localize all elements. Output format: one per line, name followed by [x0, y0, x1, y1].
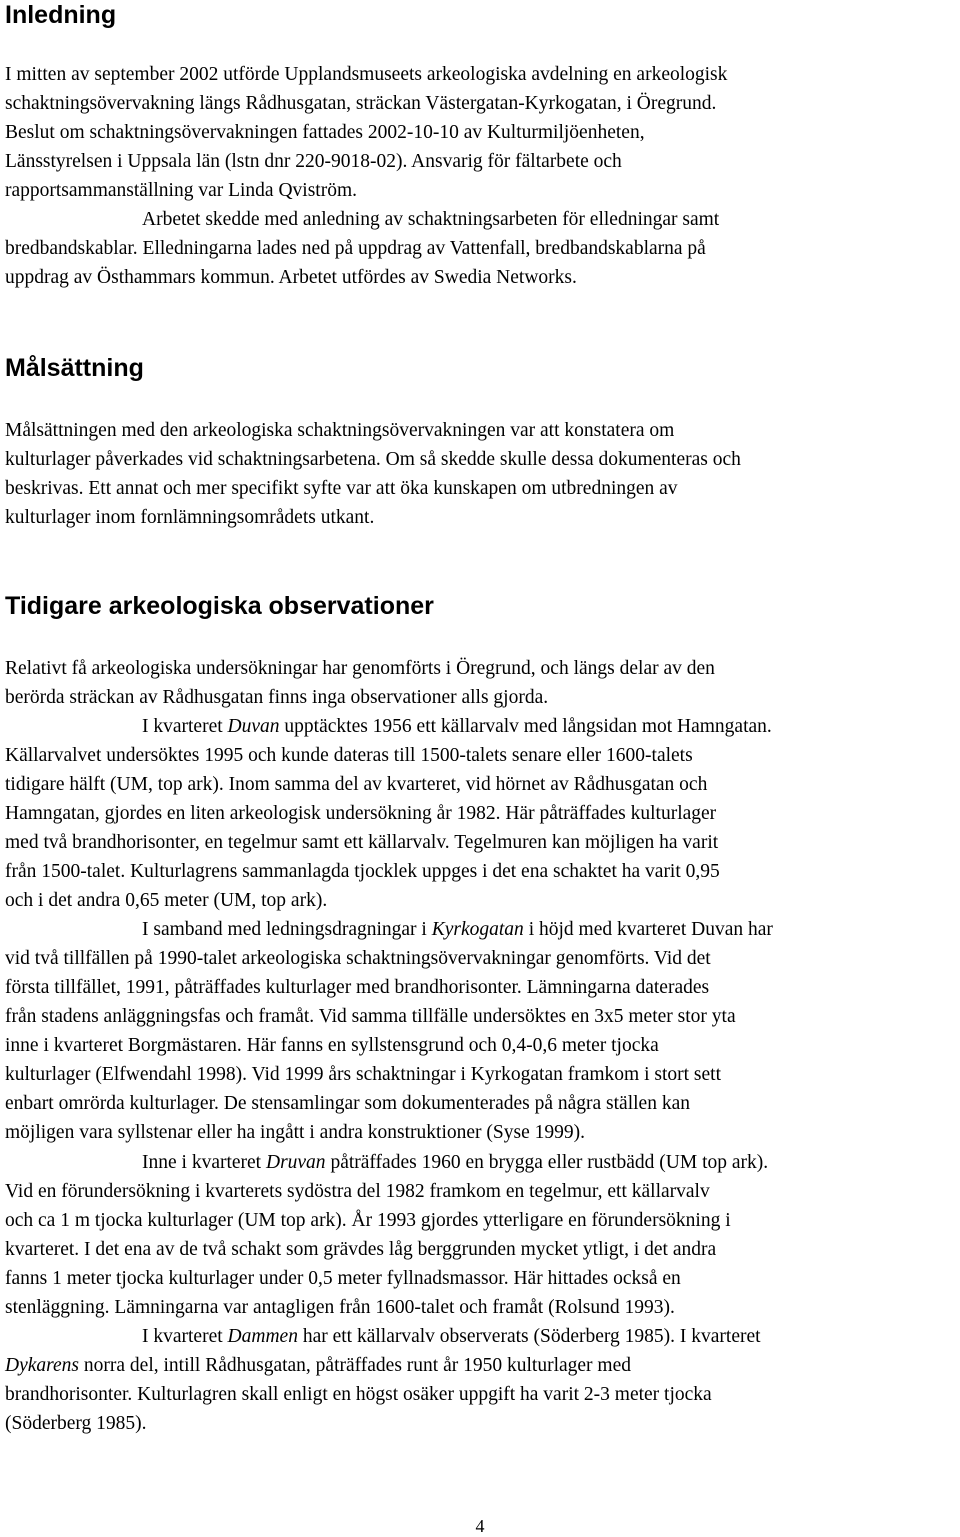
- text-line: I mitten av september 2002 utförde Upplandsmuseets arkeologiska avdelning en arkeologisk: [5, 64, 728, 85]
- text-run: upptäcktes 1956 ett källarvalv med långsidan mot Hamngatan.: [279, 716, 772, 737]
- place-name: Dammen: [227, 1326, 298, 1347]
- section-heading-malsattning: Målsättning: [5, 354, 144, 382]
- text-line: [5, 1148, 955, 1177]
- text-line: (Söderberg 1985).: [5, 1413, 147, 1434]
- text-line: schaktningsövervakning längs Rådhusgatan, sträckan Västergatan-Kyrkogatan, i Öregrund.: [5, 93, 717, 114]
- place-name: Dykarens: [5, 1355, 80, 1376]
- text-run: har ett källarvalv observerats (Söderberg 1985). I kvarteret: [297, 1326, 761, 1347]
- text-line: och i det andra 0,65 meter (UM, top ark).: [5, 890, 328, 911]
- text-line: Hamngatan, gjordes en liten arkeologisk undersökning år 1982. Här påträffades kulturlager: [5, 803, 717, 824]
- text-line: kulturlager (Elfwendahl 1998). Vid 1999 års schaktningar i Kyrkogatan framkom i stort sett: [5, 1064, 722, 1085]
- text-line: kvarteret. I det ena av de två schakt som grävdes låg berggrunden mycket ytligt, i det andra: [5, 1239, 717, 1260]
- text-run: I kvarteret: [142, 1326, 228, 1347]
- text-line: rapportsammanställning var Linda Qviström.: [5, 180, 358, 201]
- paragraph-tidigare-1: [5, 654, 955, 712]
- text-run: i höjd med kvarteret Duvan har: [523, 919, 773, 940]
- paragraph-inledning-1: [5, 60, 955, 205]
- paragraph-tidigare-4: [5, 1148, 955, 1322]
- text-run: påträffades 1960 en brygga eller rustbädd (UM top ark).: [325, 1152, 769, 1173]
- text-line: från stadens anläggningsfas och framåt. Vid samma tillfälle undersöktes en 3x5 meter stor yta: [5, 1006, 736, 1027]
- text-line: Källarvalvet undersöktes 1995 och kunde dateras till 1500-talets senare eller 1600-talets: [5, 745, 693, 766]
- paragraph-tidigare-5: [5, 1322, 955, 1438]
- text-line: stenläggning. Lämningarna var antagligen från 1600-talet och framåt (Rolsund 1993).: [5, 1297, 675, 1318]
- text-line: enbart omrörda kulturlager. De stensamlingar som dokumenterades på några ställen kan: [5, 1093, 690, 1114]
- section-heading-tidigare: Tidigare arkeologiska observationer: [5, 592, 434, 620]
- place-name: Duvan: [227, 716, 280, 737]
- text-run: I kvarteret: [142, 716, 228, 737]
- text-line: möjligen vara syllstenar eller ha ingått i andra konstruktioner (Syse 1999).: [5, 1122, 585, 1143]
- text-run: I samband med ledningsdragningar i: [142, 919, 432, 940]
- paragraph-tidigare-2: [5, 712, 955, 915]
- text-line: [5, 915, 955, 944]
- section-heading-inledning: Inledning: [5, 1, 117, 29]
- text-line: första tillfället, 1991, påträffades kulturlager med brandhorisonter. Lämningarna daterades: [5, 977, 710, 998]
- text-line: brandhorisonter. Kulturlagren skall enligt en högst osäker uppgift ha varit 2-3 meter tjocka: [5, 1384, 712, 1405]
- text-line: från 1500-talet. Kulturlagrens sammanlagda tjocklek uppges i det ena schaktet ha varit 0,95: [5, 861, 720, 882]
- text-line: Vid en förundersökning i kvarterets sydöstra del 1982 framkom en tegelmur, ett källarvalv: [5, 1181, 710, 1202]
- text-line: berörda sträckan av Rådhusgatan finns inga observationer alls gjorda.: [5, 687, 549, 708]
- text-run: norra del, intill Rådhusgatan, påträffades runt år 1950 kulturlager med: [79, 1355, 631, 1376]
- text-line: Arbetet skedde med anledning av schaktningsarbeten för elledningar samt: [142, 209, 720, 230]
- text-line: [5, 1322, 955, 1351]
- paragraph-inledning-2: [5, 205, 955, 292]
- text-line: kulturlager påverkades vid schaktningsarbetena. Om så skedde skulle dessa dokumenteras och: [5, 449, 741, 470]
- text-line: tidigare hälft (UM, top ark). Inom samma del av kvarteret, vid hörnet av Rådhusgatan och: [5, 774, 708, 795]
- text-line: [5, 712, 955, 741]
- paragraph-tidigare-3: [5, 915, 955, 1147]
- text-line: och ca 1 m tjocka kulturlager (UM top ark). År 1993 gjordes ytterligare en förundersökning i: [5, 1210, 731, 1231]
- text-line: [5, 1351, 955, 1380]
- page-number: 4: [475, 1516, 485, 1536]
- text-line: inne i kvarteret Borgmästaren. Här fanns en syllstensgrund och 0,4-0,6 meter tjocka: [5, 1035, 659, 1056]
- text-line: fanns 1 meter tjocka kulturlager under 0,5 meter fyllnadsmassor. Här hittades också en: [5, 1268, 681, 1289]
- text-line: Beslut om schaktningsövervakningen fattades 2002-10-10 av Kulturmiljöenheten,: [5, 122, 645, 143]
- place-name: Druvan: [265, 1152, 326, 1173]
- paragraph-malsattning: [5, 416, 955, 532]
- text-line: med två brandhorisonter, en tegelmur samt ett källarvalv. Tegelmuren kan möjligen ha varit: [5, 832, 719, 853]
- text-line: Länsstyrelsen i Uppsala län (lstn dnr 220-9018-02). Ansvarig för fältarbete och: [5, 151, 622, 172]
- text-line: Relativt få arkeologiska undersökningar har genomförts i Öregrund, och längs delar av den: [5, 658, 715, 679]
- text-line: uppdrag av Östhammars kommun. Arbetet utfördes av Swedia Networks.: [5, 267, 577, 288]
- text-line: kulturlager inom fornlämningsområdets utkant.: [5, 507, 375, 528]
- text-line: vid två tillfällen på 1990-talet arkeologiska schaktningsövervakningar genomförts. Vid det: [5, 948, 711, 969]
- text-line: bredbandskablar. Elledningarna lades ned på uppdrag av Vattenfall, bredbandskablarna på: [5, 238, 706, 259]
- text-line: Målsättningen med den arkeologiska schaktningsövervakningen var att konstatera om: [5, 420, 675, 441]
- place-name: Kyrkogatan: [431, 919, 524, 940]
- text-line: beskrivas. Ett annat och mer specifikt syfte var att öka kunskapen om utbredningen av: [5, 478, 678, 499]
- text-run: Inne i kvarteret: [142, 1152, 266, 1173]
